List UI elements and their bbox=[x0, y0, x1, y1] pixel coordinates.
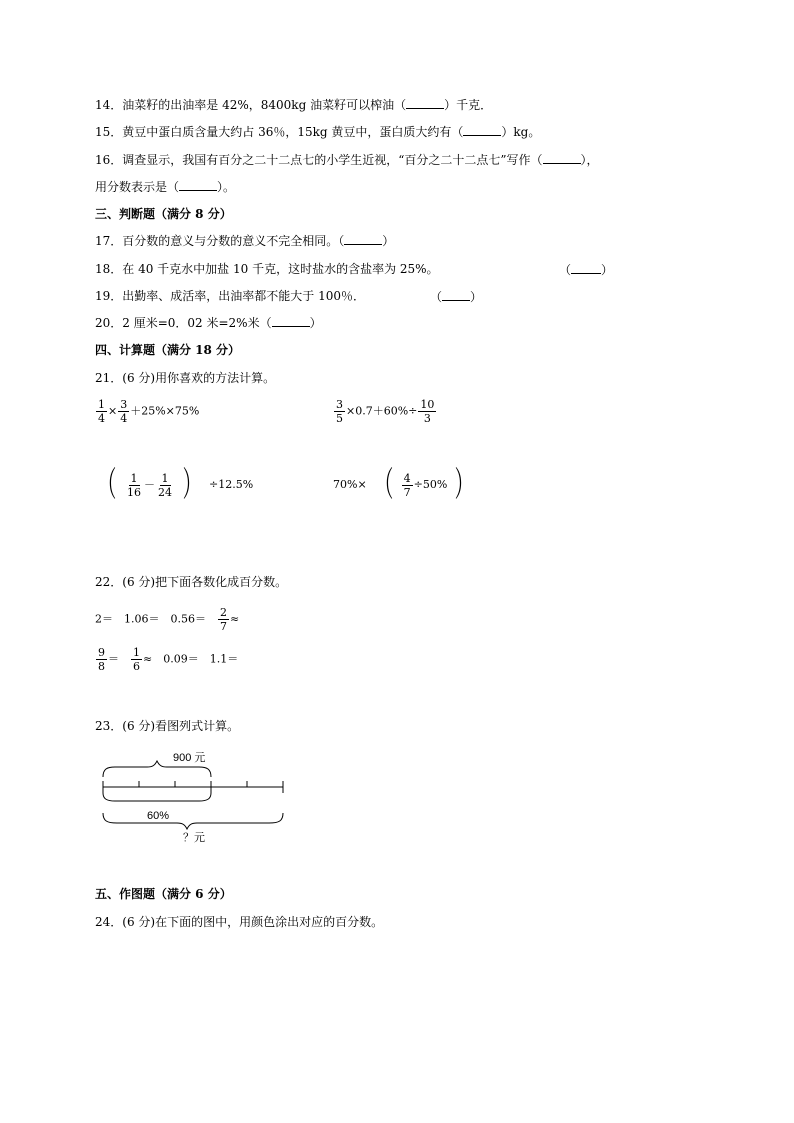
calc-expression-3: （ $\frac{1}{16}$ － $\frac{1}{24}$ ） ÷12.5% bbox=[97, 465, 254, 505]
answer-blank[interactable] bbox=[543, 152, 581, 164]
fraction: $\frac{1}{16}$ bbox=[127, 471, 141, 499]
question-tail: ）， bbox=[580, 153, 599, 167]
question-text: 18．在 40 千克水中加盐 10 千克，这时盐水的含盐率为 25%。 bbox=[95, 262, 439, 276]
question-18 bbox=[95, 261, 439, 277]
question-20 bbox=[95, 315, 322, 331]
convert-row-1: 2＝ 1.06＝ 0.56＝ $\frac{2}{7}$ ≈ bbox=[95, 606, 240, 633]
fraction: $\frac{4}{7}$ bbox=[403, 471, 411, 499]
top-label: 900 元 bbox=[173, 752, 206, 764]
answer-blank[interactable] bbox=[272, 315, 310, 327]
left-paren: （ bbox=[374, 465, 394, 505]
mid-brace bbox=[103, 793, 211, 801]
answer-blank[interactable] bbox=[463, 124, 501, 136]
question-21: 21．(6 分)用你喜欢的方法计算。 bbox=[95, 371, 276, 385]
question-15 bbox=[95, 124, 540, 140]
mid-label: 60% bbox=[147, 810, 170, 822]
answer-blank[interactable] bbox=[179, 179, 217, 191]
paren-open: （ bbox=[559, 263, 572, 277]
calc-expression-1: $\frac{1}{4}$ × $\frac{3}{4}$ ＋25%×75% bbox=[98, 398, 200, 425]
fraction: $\frac{3}{4}$ bbox=[120, 398, 128, 425]
answer-blank[interactable] bbox=[406, 97, 444, 109]
answer-blank[interactable] bbox=[344, 233, 382, 245]
section-heading-drawing: 五、作图题（满分 6 分） bbox=[95, 887, 232, 901]
fraction: $\frac{1}{6}$ bbox=[133, 646, 140, 673]
question-19-answer bbox=[430, 288, 482, 305]
question-tail: ）千克． bbox=[444, 98, 493, 112]
question-16-fraction bbox=[95, 179, 235, 195]
question-24: 24．(6 分)在下面的图中，用颜色涂出对应的百分数。 bbox=[95, 915, 384, 929]
question-tail: ）。 bbox=[217, 180, 236, 194]
question-text: 15．黄豆中蛋白质含量大约占 36％，15kg 黄豆中，蛋白质大约有（ bbox=[95, 125, 464, 139]
calc-expression-4: 70%× （ $\frac{4}{7}$ ÷50% ） bbox=[333, 465, 474, 505]
question-23: 23．(6 分)看图列式计算。 bbox=[95, 719, 240, 733]
right-paren: ） bbox=[454, 465, 474, 505]
fraction: $\frac{1}{24}$ bbox=[158, 471, 172, 499]
fraction: $\frac{1}{4}$ bbox=[98, 398, 105, 425]
calc-expression-2: $\frac{3}{5}$ ×0.7＋60%÷ $\frac{10}{3}$ bbox=[336, 398, 435, 425]
question-text: 20．2 厘米=0．02 米=2%米（ bbox=[95, 316, 272, 330]
question-tail: ） bbox=[309, 316, 322, 330]
question-text: 16．调查显示，我国有百分之二十二点七的小学生近视，“百分之二十二点七”写作（ bbox=[95, 153, 543, 167]
question-17 bbox=[95, 233, 394, 249]
section-heading-calculation: 四、计算题（满分 18 分） bbox=[95, 343, 241, 357]
answer-blank[interactable] bbox=[571, 262, 601, 274]
question-18-answer bbox=[559, 261, 613, 278]
convert-row-2: $\frac{9}{8}$ ＝ $\frac{1}{6}$ ≈ 0.09＝ 1.1＝ bbox=[98, 646, 239, 673]
fraction: $\frac{9}{8}$ bbox=[98, 646, 105, 673]
paren-close: ） bbox=[470, 290, 483, 304]
question-16 bbox=[95, 152, 599, 168]
answer-blank[interactable] bbox=[442, 289, 470, 301]
bottom-brace bbox=[103, 813, 283, 829]
question-22: 22．(6 分)把下面各数化成百分数。 bbox=[95, 575, 288, 589]
question-text: 19．出勤率、成活率，出油率都不能大于 100％． bbox=[95, 289, 365, 303]
right-paren: ） bbox=[182, 465, 202, 505]
fraction: $\frac{3}{5}$ bbox=[336, 398, 343, 425]
question-tail: ） bbox=[382, 234, 395, 248]
question-19 bbox=[95, 288, 365, 304]
bottom-label: ？元 bbox=[183, 832, 205, 844]
paren-open: （ bbox=[430, 290, 443, 304]
question-tail: ）kg。 bbox=[501, 125, 541, 139]
section-heading-judgement: 三、判断题（满分 8 分） bbox=[95, 207, 232, 221]
left-paren: （ bbox=[97, 465, 117, 505]
line-segment-diagram bbox=[95, 745, 295, 845]
question-text: 17．百分数的意义与分数的意义不完全相同。（ bbox=[95, 234, 345, 248]
fraction: $\frac{2}{7}$ bbox=[219, 606, 227, 633]
question-14 bbox=[95, 97, 492, 113]
question-text: 用分数表示是（ bbox=[95, 180, 180, 194]
paren-close: ） bbox=[601, 263, 614, 277]
fraction: $\frac{10}{3}$ bbox=[420, 398, 435, 425]
question-text: 14．油菜籽的出油率是 42%，8400kg 油菜籽可以榨油（ bbox=[95, 98, 407, 112]
